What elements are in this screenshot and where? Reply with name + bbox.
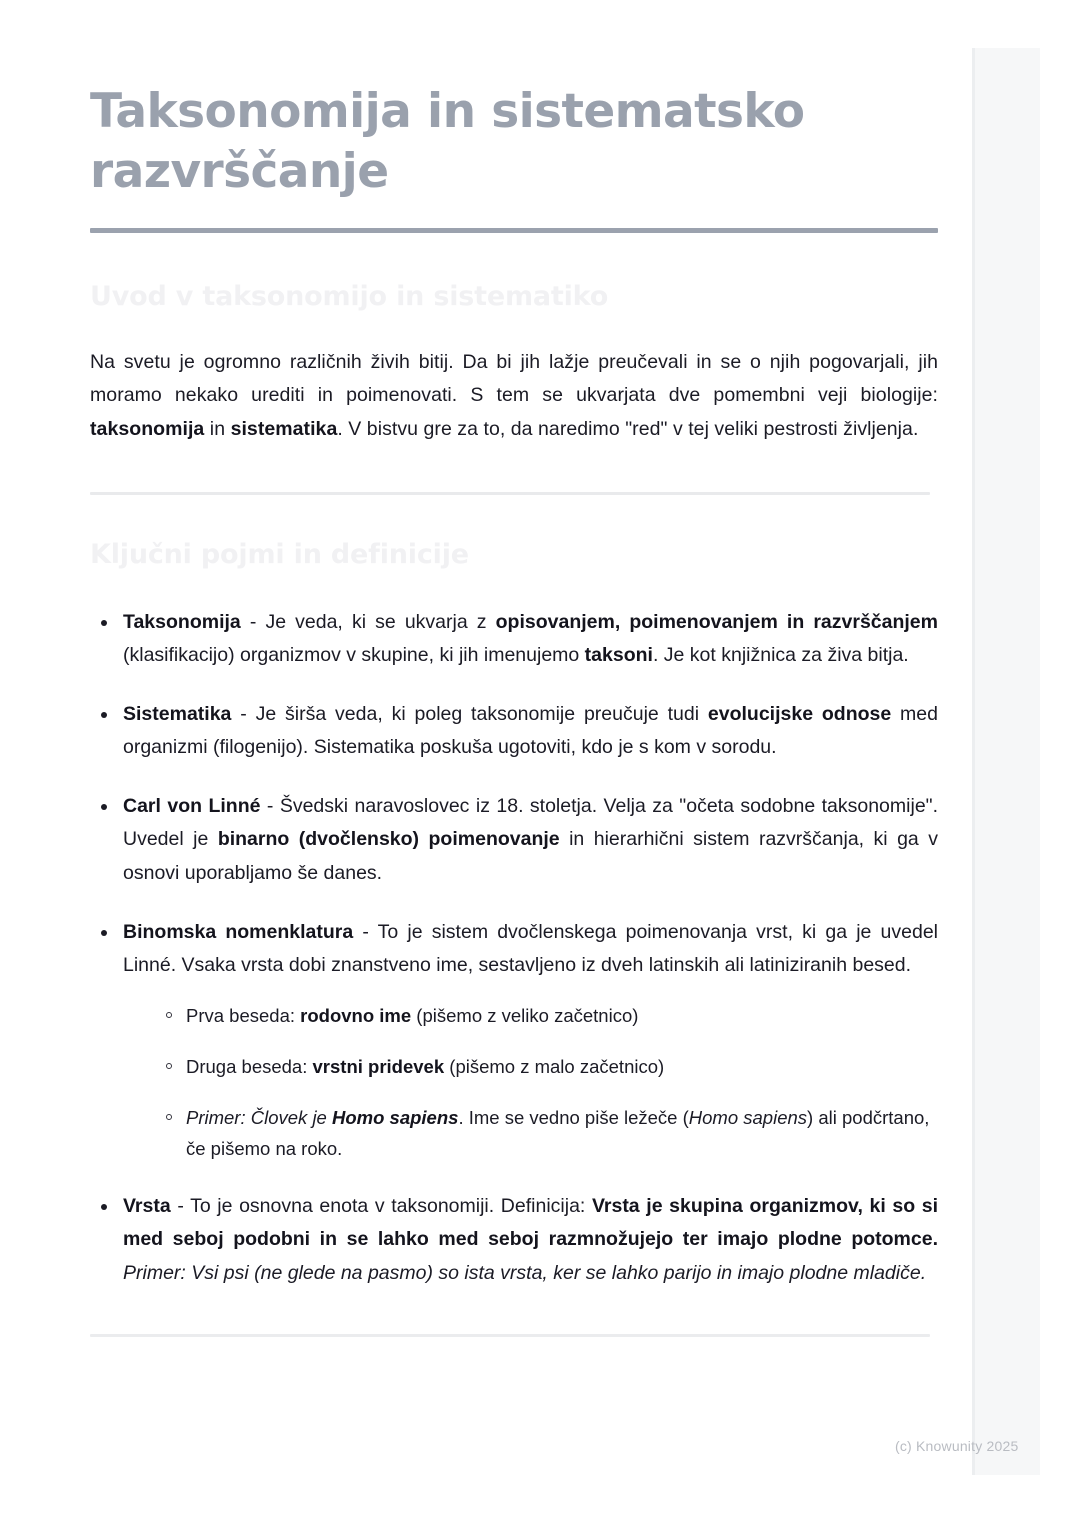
list-item (90, 1190, 938, 1289)
list-item (90, 606, 938, 672)
sub-list-item (157, 1051, 938, 1082)
sub-list-item-text: Druga beseda: vrstni pridevek (pišemo z malo začetnico) (186, 1056, 665, 1078)
key-terms-list (90, 572, 938, 1290)
section-heading-key-terms: Ključni pojmi in definicije (90, 539, 469, 571)
document-content (90, 0, 938, 1337)
sub-list-item-text: Primer: Človek je Homo sapiens. Ime se vedno piše ležeče (Homo sapiens) ali podčrtano, če pišemo na roko. (186, 1107, 930, 1160)
sub-list-item (157, 1000, 938, 1031)
page-title: Taksonomija in sistematsko razvrščanje (90, 84, 805, 200)
list-item (90, 698, 938, 764)
list-item-text: Sistematika - Je širša veda, ki poleg taksonomije preučuje tudi evolucijske odnose med organizmi (filogenijo). Sistematika poskuša ugotoviti, kdo je s kom v sorodu. (123, 702, 938, 759)
list-item-text: Carl von Linné - Švedski naravoslovec iz 18. stoletja. Velja za "očeta sodobne taksonomije". Uvedel je binarno (dvočlensko) poimenovanje in hierarhični sistem razvrščanja, ki ga v osnovi uporabljamo še danes. (123, 795, 938, 884)
list-item (90, 916, 938, 1165)
sub-list-item (157, 1102, 938, 1164)
list-item-text: Vrsta - To je osnovna enota v taksonomiji. Definicija: Vrsta je skupina organizmov, ki so si med seboj podobni in se lahko med seboj razmnožujejo ter imajo plodne potomce. Primer: Vsi psi (ne glede na pasmo) so ista vrsta, ker se lahko parijo in imajo plodne mladiče. (123, 1195, 939, 1284)
binomial-sub-list (123, 1000, 938, 1164)
sub-list-item-text: Prva beseda: rodovno ime (pišemo z veliko začetnico) (186, 1004, 639, 1026)
list-item-text: Binomska nomenklatura - To je sistem dvočlenskega poimenovanja vrst, ki ga je uvedel Linné. Vsaka vrsta dobi znanstveno ime, sestavljeno iz dveh latinskih ali latiniziranih besed. (123, 920, 938, 976)
list-item (90, 790, 938, 889)
section-heading-intro: Uvod v taksonomijo in sistematiko (90, 281, 609, 313)
page-edge-strip (972, 48, 1040, 1475)
list-item-text: Taksonomija - Je veda, ki se ukvarja z opisovanjem, poimenovanjem in razvrščanjem (klasifikacijo) organizmov v skupine, ki jih imenujemo taksoni. Je kot knjižnica za živa bitja. (123, 610, 938, 666)
footer-divider (90, 1334, 930, 1337)
intro-paragraph: Na svetu je ogromno različnih živih bitij. Da bi jih lažje preučevali in se o njih pogovarjali, jih moramo nekako urediti in poimenovati. S tem se ukvarjata dve pomembni veji biologije: taksonomija in sistematika. V bistvu gre za to, da naredimo "red" v tej veliki pestrosti življenja. (90, 350, 938, 440)
copyright-note: (c) Knowunity 2025 (895, 1438, 1019, 1454)
